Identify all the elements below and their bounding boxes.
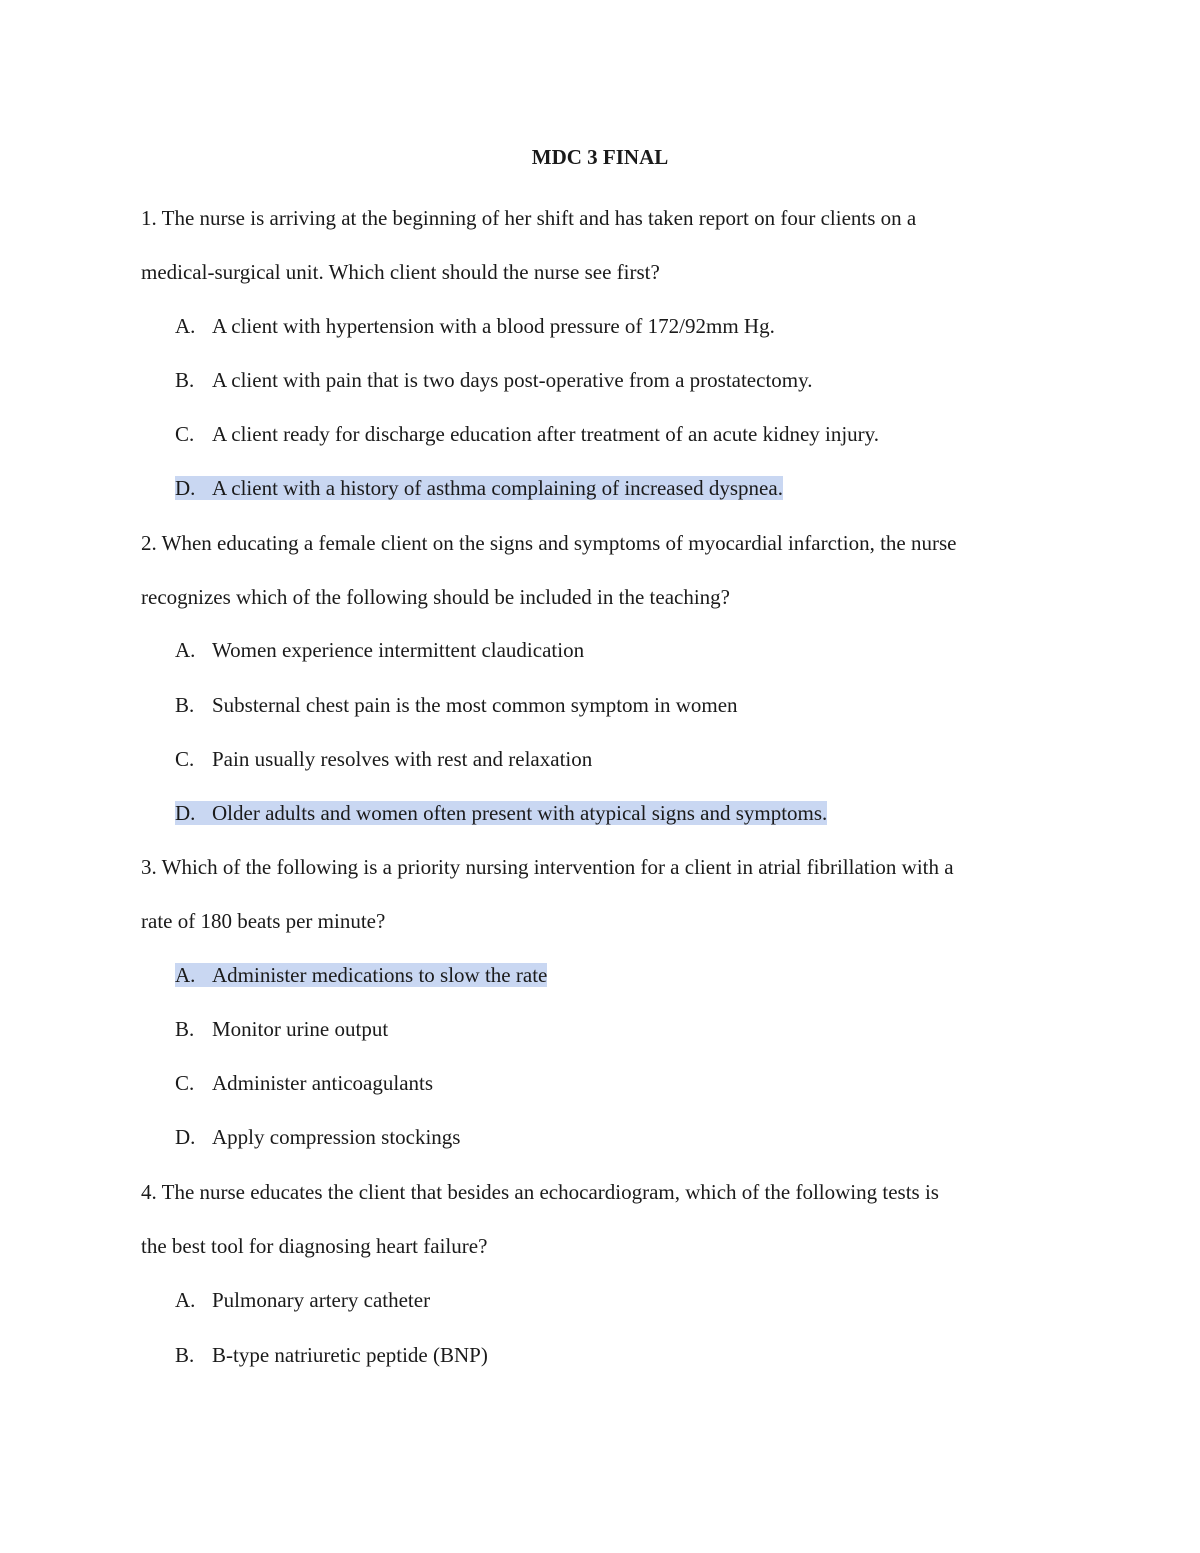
option-letter: A. — [175, 638, 196, 662]
question-2-option-a — [175, 634, 584, 666]
question-4-option-b — [175, 1339, 488, 1371]
option-text: Pulmonary artery catheter — [212, 1288, 431, 1312]
answer-highlight — [175, 963, 547, 987]
option-letter: B. — [175, 1343, 195, 1367]
question-2-option-b — [175, 689, 738, 721]
question-2-line-2: recognizes which of the following should be included in the teaching? — [141, 585, 730, 609]
answer-highlight — [175, 476, 783, 500]
option-text: A client with hypertension with a blood pressure of 172/92mm Hg. — [212, 314, 775, 338]
question-1-option-a — [175, 310, 775, 342]
question-4-line-1: 4. The nurse educates the client that besides an echocardiogram, which of the following tests is — [141, 1180, 939, 1204]
option-letter: A. — [175, 963, 196, 987]
question-1-line-1: 1. The nurse is arriving at the beginning of her shift and has taken report on four clients on a — [141, 206, 917, 230]
question-3-option-c — [175, 1067, 433, 1099]
question-3-option-d — [175, 1121, 460, 1153]
option-text: Administer medications to slow the rate — [212, 963, 548, 987]
question-2-line-1: 2. When educating a female client on the signs and symptoms of myocardial infarction, the nurse — [141, 531, 957, 555]
option-text: Older adults and women often present with atypical signs and symptoms. — [212, 801, 828, 825]
option-letter: A. — [175, 314, 196, 338]
question-2-option-d — [175, 797, 827, 829]
question-4-option-a — [175, 1284, 430, 1316]
question-3-option-a — [175, 959, 547, 991]
option-letter: C. — [175, 1071, 195, 1095]
question-2-option-c — [175, 743, 592, 775]
option-letter: B. — [175, 368, 195, 392]
option-text: A client ready for discharge education after treatment of an acute kidney injury. — [212, 422, 880, 446]
option-text: Women experience intermittent claudication — [212, 638, 585, 662]
option-letter: C. — [175, 747, 195, 771]
question-1-option-b — [175, 364, 813, 396]
option-text: Substernal chest pain is the most common symptom in women — [212, 693, 738, 717]
question-3-line-1: 3. Which of the following is a priority nursing intervention for a client in atrial fibrillation with a — [141, 855, 954, 879]
option-letter: D. — [175, 476, 196, 500]
option-text: A client with pain that is two days post-operative from a prostatectomy. — [212, 368, 813, 392]
option-text: A client with a history of asthma complaining of increased dyspnea. — [212, 476, 783, 500]
option-text: Apply compression stockings — [212, 1125, 461, 1149]
option-letter: B. — [175, 693, 195, 717]
option-letter: A. — [175, 1288, 196, 1312]
option-text: Administer anticoagulants — [212, 1071, 434, 1095]
question-4-line-2: the best tool for diagnosing heart failure? — [141, 1234, 488, 1258]
answer-highlight — [175, 801, 827, 825]
option-text: Monitor urine output — [212, 1017, 389, 1041]
option-letter: B. — [175, 1017, 195, 1041]
option-text: Pain usually resolves with rest and relaxation — [212, 747, 593, 771]
question-1-line-2: medical-surgical unit. Which client should the nurse see first? — [141, 260, 660, 284]
question-1-option-d — [175, 472, 783, 504]
option-letter: D. — [175, 1125, 196, 1149]
option-letter: C. — [175, 422, 195, 446]
question-3-option-b — [175, 1013, 388, 1045]
question-3-line-2: rate of 180 beats per minute? — [141, 909, 386, 933]
option-letter: D. — [175, 801, 196, 825]
document-title: MDC 3 FINAL — [531, 145, 669, 169]
question-1-option-c — [175, 418, 879, 450]
option-text: B-type natriuretic peptide (BNP) — [212, 1343, 488, 1367]
